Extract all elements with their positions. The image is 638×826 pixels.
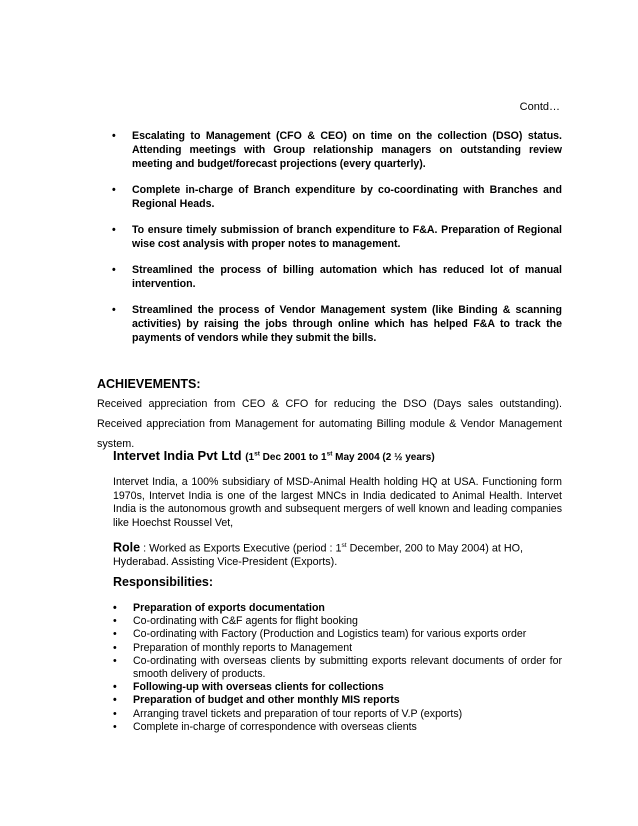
bullet-icon: • xyxy=(113,602,117,614)
bullet-icon: • xyxy=(112,184,116,196)
bullet-icon: • xyxy=(112,224,116,236)
list-item: • To ensure timely submission of branch expenditure to F&A. Preparation of Regional wise cost analysis with proper notes to management. xyxy=(112,224,562,250)
company-heading xyxy=(113,448,435,463)
bullet-icon: • xyxy=(113,707,117,720)
achievements-heading: ACHIEVEMENTS: xyxy=(97,377,201,391)
list-item: • Co-ordinating with Factory (Production and Logistics team) for various exports order xyxy=(113,628,527,641)
responsibilities-heading: Responsibilities: xyxy=(113,575,214,589)
list-item: • Co-ordinating with overseas clients by submitting exports relevant documents of order for smooth delivery of products. xyxy=(113,654,562,681)
list-item: • Preparation of exports documentation xyxy=(113,602,325,614)
company-intro: Intervet India, a 100% subsidiary of MSD-Animal Health holding HQ at USA. Functioning form 1970s, Intervet India is one of the largest MNCs in India dedicated to Animal Health. Intervet India is the autonomous growth and subsequent mergers of well known and leading companies like Hoechst Roussel Vet, xyxy=(113,476,562,529)
list-item: • Complete in-charge of correspondence with overseas clients xyxy=(113,720,417,733)
list-item: • Streamlined the process of billing automation which has reduced lot of manual intervention. xyxy=(112,264,562,290)
list-item: • Preparation of budget and other monthly MIS reports xyxy=(113,694,400,707)
list-item: • Following-up with overseas clients for collections xyxy=(113,681,384,694)
company-name: Intervet India Pvt Ltd xyxy=(113,448,242,463)
list-item: • Preparation of monthly reports to Management xyxy=(113,641,353,654)
list-item: • Co-ordinating with C&F agents for flight booking xyxy=(113,615,358,628)
bullet-icon: • xyxy=(113,720,117,733)
duties-list xyxy=(112,129,562,357)
list-item: • Streamlined the process of Vendor Management system (like Binding & scanning activities) by raising the jobs through online which has helped F&A to track the payments of vendors while they submit the bills. xyxy=(112,304,562,344)
bullet-icon: • xyxy=(113,628,117,641)
bullet-icon: • xyxy=(113,694,117,707)
role-label: Role xyxy=(113,540,141,555)
bullet-icon: • xyxy=(113,641,117,654)
bullet-icon: • xyxy=(113,654,117,667)
bullet-icon: • xyxy=(112,304,116,316)
responsibilities-list xyxy=(113,602,562,734)
bullet-icon: • xyxy=(112,130,116,142)
role-line: Role : Worked as Exports Executive (period : 1st December, 200 to May 2004) at HO, Hyderabad. Assisting Vice-President (Exports). xyxy=(113,540,524,569)
list-item: • Escalating to Management (CFO & CEO) on time on the collection (DSO) status. Attending meetings with Group relationship managers on outstanding review meeting and budget/forecast projections (every quarterly). xyxy=(112,130,562,170)
bullet-icon: • xyxy=(112,264,116,276)
achievements-text: Received appreciation from CEO & CFO for reducing the DSO (Days sales outstanding). Received appreciation from Management for automating Billing module & Vendor Management system. xyxy=(97,398,562,450)
company-dates: (1st Dec 2001 to 1st May 2004 (2 ½ years) xyxy=(245,450,435,463)
bullet-icon: • xyxy=(113,615,117,628)
list-item: • Complete in-charge of Branch expenditure by co-coordinating with Branches and Regional Heads. xyxy=(112,184,562,210)
list-item: • Arranging travel tickets and preparation of tour reports of V.P (exports) xyxy=(113,707,463,720)
bullet-icon: • xyxy=(113,681,117,694)
continued-label: Contd… xyxy=(519,101,560,113)
